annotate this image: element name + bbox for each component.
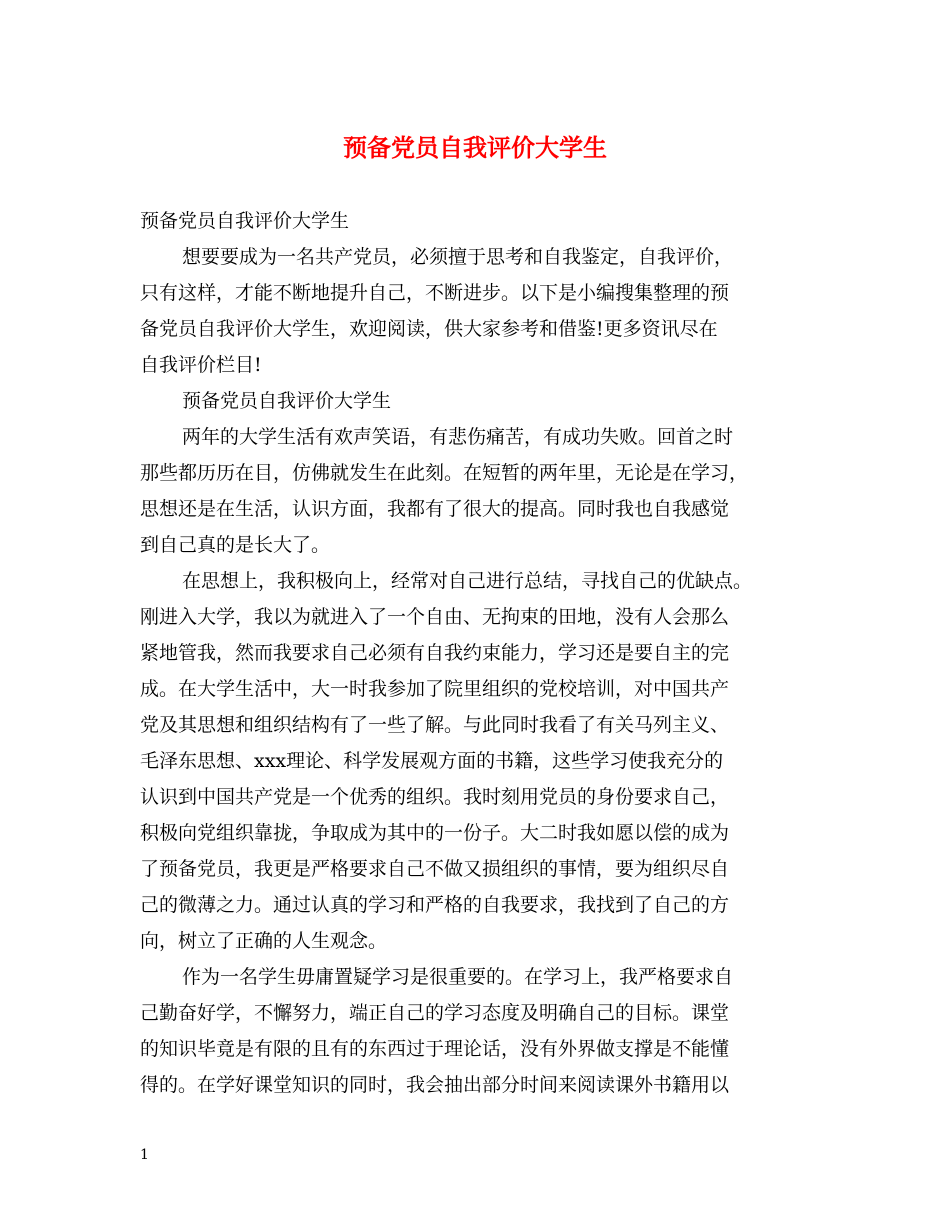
body-line: 成。在大学生活中，大一时我参加了院里组织的党校培训，对中国共产 <box>140 678 730 700</box>
body-line: 思想还是在生活，认识方面，我都有了很大的提高。同时我也自我感觉 <box>140 498 730 520</box>
body-line: 预备党员自我评价大学生 <box>140 210 350 232</box>
body-line: 那些都历历在目，仿佛就发生在此刻。在短暂的两年里，无论是在学习， <box>140 462 749 484</box>
body-line: 了预备党员，我更是严格要求自己不做又损组织的事情，要为组织尽自 <box>140 858 730 880</box>
body-line: 刚进入大学，我以为就进入了一个自由、无拘束的田地，没有人会那么 <box>140 606 730 628</box>
body-line: 得的。在学好课堂知识的同时，我会抽出部分时间来阅读课外书籍用以 <box>140 1074 730 1096</box>
document-body <box>140 203 830 1103</box>
body-line: 想要要成为一名共产党员，必须擅于思考和自我鉴定，自我评价， <box>182 246 734 268</box>
body-line: 的知识毕竟是有限的且有的东西过于理论话，没有外界做支撑是不能懂 <box>140 1038 730 1060</box>
body-line: 向，树立了正确的人生观念。 <box>140 930 388 952</box>
body-line: 在思想上，我积极向上，经常对自己进行总结，寻找自己的优缺点。 <box>182 570 753 592</box>
page-number: 1 <box>140 1147 149 1163</box>
body-line: 备党员自我评价大学生，欢迎阅读，供大家参考和借鉴!更多资讯尽在 <box>140 318 718 340</box>
body-line: 己勤奋好学，不懈努力，端正自己的学习态度及明确自己的目标。课堂 <box>140 1002 730 1024</box>
body-line: 党及其思想和组织结构有了一些了解。与此同时我看了有关马列主义、 <box>140 714 730 736</box>
body-line: 预备党员自我评价大学生 <box>182 390 392 412</box>
body-line: 自我评价栏目! <box>140 354 262 376</box>
body-line: 紧地管我，然而我要求自己必须有自我约束能力，学习还是要自主的完 <box>140 642 730 664</box>
body-line: 两年的大学生活有欢声笑语，有悲伤痛苦，有成功失败。回首之时 <box>182 426 734 448</box>
body-line: 己的微薄之力。通过认真的学习和严格的自我要求，我找到了自己的方 <box>140 894 730 916</box>
document-title: 预备党员自我评价大学生 <box>343 133 607 162</box>
body-line: 认识到中国共产党是一个优秀的组织。我时刻用党员的身份要求自己， <box>140 786 730 808</box>
body-line: 毛泽东思想、xxx理论、科学发展观方面的书籍，这些学习使我充分的 <box>140 750 724 772</box>
body-line: 只有这样，才能不断地提升自己，不断进步。以下是小编搜集整理的预 <box>140 282 730 304</box>
body-line: 作为一名学生毋庸置疑学习是很重要的。在学习上，我严格要求自 <box>182 966 734 988</box>
body-line: 到自己真的是长大了。 <box>140 534 331 556</box>
body-line: 积极向党组织靠拢，争取成为其中的一份子。大二时我如愿以偿的成为 <box>140 822 730 844</box>
